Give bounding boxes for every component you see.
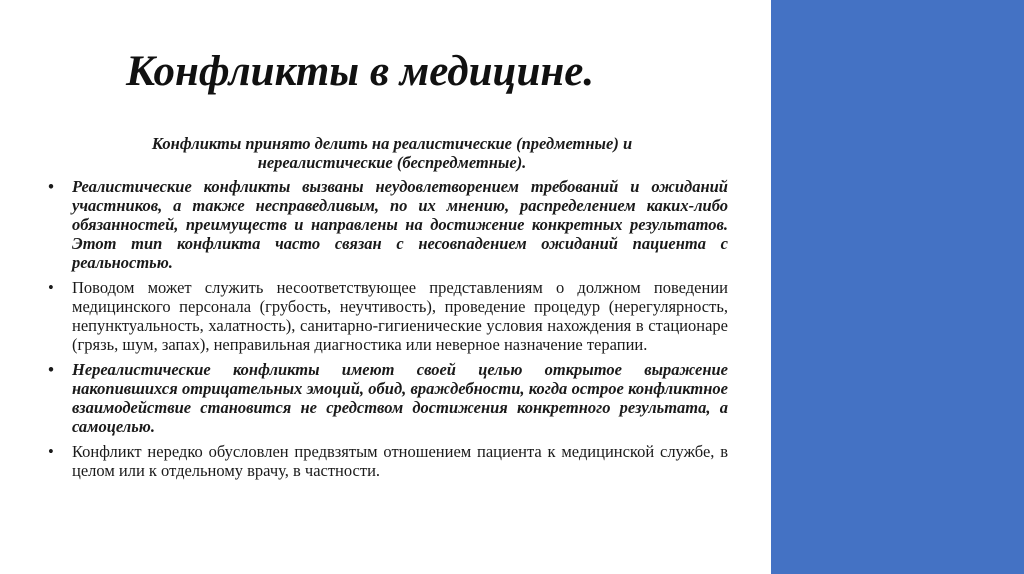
slide-title: Конфликты в медицине.	[126, 48, 595, 95]
bullet-text: Поводом может служить несоответствующее представлениям о должном поведении медицинского персонала (грубость, неучтивость), проведение процедур (нерегулярность, непунктуальность, халатность), санитарно-гигиенические условия нахождения в стационаре (грязь, шум, запах), неправильная диагностика или неверное назначение терапии.	[72, 278, 728, 354]
bullet-list	[48, 177, 728, 480]
bullet-dot-icon: •	[48, 360, 54, 379]
bullet-dot-icon: •	[48, 442, 54, 461]
bullet-item-reasons	[48, 278, 728, 354]
bullet-item-realistic	[48, 177, 728, 272]
bullet-item-bias	[48, 442, 728, 480]
bullet-text: Реалистические конфликты вызваны неудовлетворением требований и ожиданий участников, а также несправедливым, по их мнению, распределением каких-либо обязанностей, преимуществ и направлены на достижение конкретных результатов. Этот тип конфликта часто связан с несовпадением ожиданий пациента с реальностью.	[72, 177, 728, 272]
side-accent-panel	[771, 0, 1024, 574]
bullet-item-unrealistic	[48, 360, 728, 436]
bullet-dot-icon: •	[48, 278, 54, 297]
intro-paragraph: Конфликты принято делить на реалистические (предметные) и нереалистические (беспредметные).	[151, 134, 633, 172]
bullet-text: Конфликт нередко обусловлен предвзятым отношением пациента к медицинской службе, в целом или к отдельному врачу, в частности.	[72, 442, 728, 480]
bullet-dot-icon: •	[48, 177, 54, 196]
bullet-text: Нереалистические конфликты имеют своей целью открытое выражение накопившихся отрицательных эмоций, обид, враждебности, когда острое конфликтное взаимодействие становится не средством достижения конкретного результата, а самоцелью.	[72, 360, 728, 436]
